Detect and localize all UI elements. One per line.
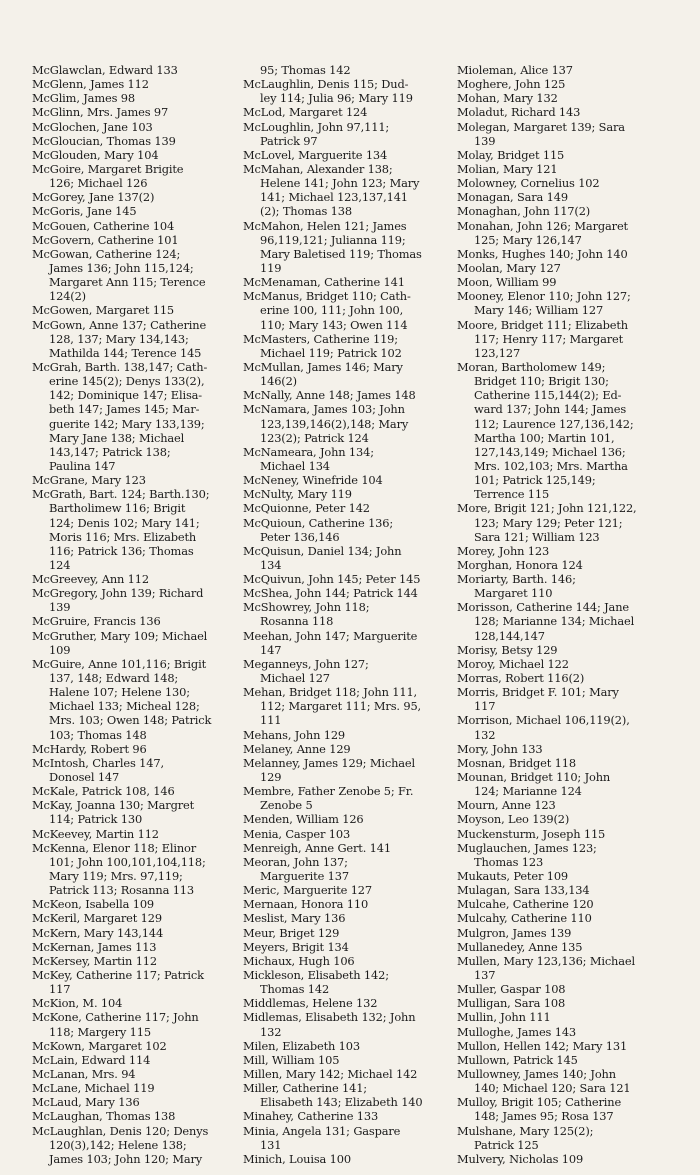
index-entry: McGown, Anne 137; Catherine xyxy=(32,317,207,332)
index-entry-continuation: 123; Mary 129; Peter 121; xyxy=(474,515,623,530)
index-entry: McLane, Michael 119 xyxy=(32,1081,155,1096)
index-entry: McGrane, Mary 123 xyxy=(32,473,146,488)
index-entry-continuation: Thomas 123 xyxy=(474,854,544,869)
index-entry: Mulagan, Sara 133,134 xyxy=(457,883,590,898)
index-entry: McGrath, Bart. 124; Barth.130; xyxy=(32,487,210,502)
index-entry-continuation: 141; Michael 123,137,141 xyxy=(260,190,408,205)
index-entry: McLovel, Marguerite 134 xyxy=(243,147,388,162)
index-entry: Monks, Hughes 140; John 140 xyxy=(457,246,628,261)
index-entry-continuation: Bartholimew 116; Brigit xyxy=(49,501,186,516)
index-entry: McGlouden, Mary 104 xyxy=(32,147,159,162)
index-entry-continuation: 124; Denis 102; Mary 141; xyxy=(49,515,200,530)
index-entry-continuation: Margaret 110 xyxy=(474,586,553,601)
index-entry: Melanney, James 129; Michael xyxy=(243,755,415,770)
index-entry: McGreevey, Ann 112 xyxy=(32,572,149,587)
index-entry-continuation: Margaret Ann 115; Terence xyxy=(49,275,206,290)
index-entry-continuation: 146(2) xyxy=(260,374,297,389)
index-entry: Moran, Bartholomew 149; xyxy=(457,359,606,374)
index-entry-continuation: 123,139,146(2),148; Mary xyxy=(260,416,409,431)
index-entry: Monahan, John 126; Margaret xyxy=(457,218,628,233)
index-entry: Molowney, Cornelius 102 xyxy=(457,176,600,191)
index-entry: Muller, Gaspar 108 xyxy=(457,982,566,997)
index-entry-continuation: Sara 121; William 123 xyxy=(474,529,600,544)
index-entry-continuation: Bridget 110; Brigit 130; xyxy=(474,374,609,389)
index-entry: McGloucian, Thomas 139 xyxy=(32,133,176,148)
index-entry: McGlochen, Jane 103 xyxy=(32,119,153,134)
index-entry: Muglauchen, James 123; xyxy=(457,840,597,855)
index-entry: McLain, Edward 114 xyxy=(32,1052,151,1067)
index-entry-continuation: Mathilda 144; Terence 145 xyxy=(49,345,202,360)
index-entry: Michaux, Hugh 106 xyxy=(243,953,355,968)
index-entry-continuation: 118; Margery 115 xyxy=(49,1024,151,1039)
index-entry: Midlemas, Elisabeth 132; John xyxy=(243,1010,416,1025)
index-entry: Meslist, Mary 136 xyxy=(243,911,346,926)
index-entry-continuation: 96,119,121; Julianna 119; xyxy=(260,232,406,247)
index-entry: McLaughlan, Denis 120; Denys xyxy=(32,1123,209,1138)
index-entry: McQuionne, Peter 142 xyxy=(243,501,370,516)
index-entry-continuation: Halene 107; Helene 130; xyxy=(49,685,190,700)
index-entry-continuation: erine 145(2); Denys 133(2), xyxy=(49,374,205,389)
index-entry: McKeevey, Martin 112 xyxy=(32,826,159,841)
index-entry: Meganneys, John 127; xyxy=(243,656,369,671)
index-entry-continuation: Catherine 115,144(2); Ed- xyxy=(474,388,622,403)
index-entry-continuation: Martha 100; Martin 101, xyxy=(474,430,615,445)
index-entry-continuation: 111 xyxy=(260,713,282,728)
index-column-3 xyxy=(457,63,672,1166)
index-entry-continuation: 128,144,147 xyxy=(474,628,545,643)
index-entry: Meoran, John 137; xyxy=(243,854,348,869)
index-entry: Menden, William 126 xyxy=(243,812,364,827)
index-entry: Moolan, Mary 127 xyxy=(457,260,561,275)
index-entry-continuation: Michael 119; Patrick 102 xyxy=(260,345,402,360)
index-entry-continuation: 139 xyxy=(49,600,71,615)
index-entry-continuation: (2); Thomas 138 xyxy=(260,204,352,219)
index-entry: Mukauts, Peter 109 xyxy=(457,869,569,884)
index-entry-continuation: 120(3),142; Helene 138; xyxy=(49,1137,187,1152)
index-entry: Morisson, Catherine 144; Jane xyxy=(457,600,629,615)
index-entry: Molegan, Margaret 139; Sara xyxy=(457,119,625,134)
index-entry: Moladut, Richard 143 xyxy=(457,105,581,120)
index-entry: Monaghan, John 117(2) xyxy=(457,204,591,219)
index-entry: McMasters, Catherine 119; xyxy=(243,331,398,346)
index-entry-continuation: Mary Jane 138; Michael xyxy=(49,430,185,445)
index-entry: McKern, Mary 143,144 xyxy=(32,925,164,940)
index-entry: Mooney, Elenor 110; John 127; xyxy=(457,289,631,304)
index-entry-continuation: Rosanna 118 xyxy=(260,614,334,629)
index-entry: McGouen, Catherine 104 xyxy=(32,218,175,233)
index-entry: McKown, Margaret 102 xyxy=(32,1038,167,1053)
index-entry: Mulgron, James 139 xyxy=(457,925,572,940)
index-entry: McQuisun, Daniel 134; John xyxy=(243,543,402,558)
index-entry-continuation: ward 137; John 144; James xyxy=(474,402,627,417)
index-entry: McLaud, Mary 136 xyxy=(32,1095,140,1110)
index-entry: Mioleman, Alice 137 xyxy=(457,63,573,77)
index-entry: Menreigh, Anne Gert. 141 xyxy=(243,840,391,855)
index-entry-continuation: Paulina 147 xyxy=(49,458,116,473)
index-entry-continuation: Thomas 142 xyxy=(260,982,330,997)
index-entry-continuation: 147 xyxy=(260,642,282,657)
index-entry: McLanan, Mrs. 94 xyxy=(32,1066,136,1081)
index-entry-continuation: Donosel 147 xyxy=(49,770,120,785)
index-entry-continuation: Elisabeth 143; Elizabeth 140 xyxy=(260,1095,423,1110)
index-entry: McLoughlin, John 97,111; xyxy=(243,119,390,134)
index-entry: McMahan, Alexander 138; xyxy=(243,161,393,176)
index-entry: McMahon, Helen 121; James xyxy=(243,218,407,233)
index-entry: Melaney, Anne 129 xyxy=(243,741,351,756)
index-entry: Menia, Casper 103 xyxy=(243,826,351,841)
index-entry-continuation: 114; Patrick 130 xyxy=(49,812,143,827)
index-entry: Moghere, John 125 xyxy=(457,77,566,92)
index-entry-continuation: 140; Michael 120; Sara 121 xyxy=(474,1081,631,1096)
index-entry-continuation: 143,147; Patrick 138; xyxy=(49,444,171,459)
index-entry-continuation: 123,127 xyxy=(474,345,521,360)
index-entry: Minich, Louisa 100 xyxy=(243,1151,351,1166)
index-entry: McGregory, John 139; Richard xyxy=(32,586,204,601)
index-entry: Molian, Mary 121 xyxy=(457,161,558,176)
index-entry: McGovern, Catherine 101 xyxy=(32,232,179,247)
index-entry: Mulloghe, James 143 xyxy=(457,1024,577,1039)
index-entry-continuation: 116; Patrick 136; Thomas xyxy=(49,543,194,558)
index-entry: Moore, Bridget 111; Elizabeth xyxy=(457,317,628,332)
index-entry-continuation: 112; Laurence 127,136,142; xyxy=(474,416,634,431)
index-entry: McGlenn, James 112 xyxy=(32,77,149,92)
index-entry: McKey, Catherine 117; Patrick xyxy=(32,968,204,982)
index-entry: McNameara, John 134; xyxy=(243,444,374,459)
index-entry-continuation: 132 xyxy=(260,1024,282,1039)
index-entry: Mullin, John 111 xyxy=(457,1010,551,1025)
index-entry-continuation: Moris 116; Mrs. Elizabeth xyxy=(49,529,197,544)
index-entry-continuation: 117 xyxy=(474,699,496,714)
index-entry-continuation: 124(2) xyxy=(49,289,86,304)
index-entry: McGoire, Margaret Brigite xyxy=(32,161,184,176)
index-entry: Mehan, Bridget 118; John 111, xyxy=(243,685,418,700)
index-entry: Minahey, Catherine 133 xyxy=(243,1109,379,1124)
index-entry-continuation: 101; John 100,101,104,118; xyxy=(49,854,206,869)
index-entry: McGrah, Barth. 138,147; Cath- xyxy=(32,359,208,374)
index-entry: Mullon, Hellen 142; Mary 131 xyxy=(457,1038,628,1053)
index-entry-continuation: 119 xyxy=(260,260,282,275)
index-entry: McKay, Joanna 130; Margret xyxy=(32,798,195,813)
index-entry: McKone, Catherine 117; John xyxy=(32,1010,199,1025)
index-entry: Meehan, John 147; Marguerite xyxy=(243,628,418,643)
index-entry: McGoris, Jane 145 xyxy=(32,204,137,219)
index-entry-continuation: guerite 142; Mary 133,139; xyxy=(49,416,205,431)
index-entry: McMullan, James 146; Mary xyxy=(243,359,403,374)
index-entry-continuation: 110; Mary 143; Owen 114 xyxy=(260,317,408,332)
index-entry-continuation: 127,143,149; Michael 136; xyxy=(474,444,626,459)
index-entry: McKeon, Isabella 109 xyxy=(32,897,155,912)
index-entry: McKale, Patrick 108, 146 xyxy=(32,784,175,799)
index-entry: McMenaman, Catherine 141 xyxy=(243,275,405,290)
index-entry: McHardy, Robert 96 xyxy=(32,741,147,756)
index-entry: Mulcahe, Catherine 120 xyxy=(457,897,594,912)
index-entry: Mernaan, Honora 110 xyxy=(243,897,369,912)
index-entry: Middlemas, Helene 132 xyxy=(243,996,378,1011)
index-entry-continuation: 128; Marianne 134; Michael xyxy=(474,614,635,629)
index-entry-continuation: 95; Thomas 142 xyxy=(260,63,351,77)
index-entry: Millen, Mary 142; Michael 142 xyxy=(243,1066,418,1081)
index-entry: Membre, Father Zenobe 5; Fr. xyxy=(243,784,414,799)
index-entry-continuation: Patrick 97 xyxy=(260,133,318,148)
index-entry: Mulshane, Mary 125(2); xyxy=(457,1123,594,1138)
index-entry: McNally, Anne 148; James 148 xyxy=(243,388,416,403)
index-entry: Mulcahy, Catherine 110 xyxy=(457,911,592,926)
index-entry-continuation: Mary 119; Mrs. 97,119; xyxy=(49,869,183,884)
index-entry-continuation: 132 xyxy=(474,727,496,742)
index-entry: Meric, Marguerite 127 xyxy=(243,883,372,898)
index-entry: McGowan, Catherine 124; xyxy=(32,246,181,261)
index-entry: McKeril, Margaret 129 xyxy=(32,911,162,926)
index-column-1 xyxy=(32,63,232,1166)
index-entry-continuation: 126; Michael 126 xyxy=(49,176,148,191)
index-entry-continuation: 103; Thomas 148 xyxy=(49,727,147,742)
index-entry: McKersey, Martin 112 xyxy=(32,953,157,968)
index-entry: Mullen, Mary 123,136; Michael xyxy=(457,953,635,968)
index-entry-continuation: beth 147; James 145; Mar- xyxy=(49,402,200,417)
index-entry: Moyson, Leo 139(2) xyxy=(457,812,570,827)
index-entry-continuation: James 136; John 115,124; xyxy=(49,260,194,275)
index-entry-continuation: 128, 137; Mary 134,143; xyxy=(49,331,189,346)
index-entry-continuation: 124 xyxy=(49,557,71,572)
index-entry-continuation: 117 xyxy=(49,982,71,997)
index-entry-continuation: Zenobe 5 xyxy=(260,798,313,813)
index-entry: Moroy, Michael 122 xyxy=(457,656,569,671)
index-entry: Mullowney, James 140; John xyxy=(457,1066,616,1081)
index-entry: McNamara, James 103; John xyxy=(243,402,405,417)
index-entry-continuation: Peter 136,146 xyxy=(260,529,340,544)
index-entry: McGlim, James 98 xyxy=(32,91,135,106)
index-entry-continuation: Michael 127 xyxy=(260,671,330,686)
index-entry: Monagan, Sara 149 xyxy=(457,190,568,205)
index-entry: McLod, Margaret 124 xyxy=(243,105,368,120)
index-entry: Miller, Catherine 141; xyxy=(243,1081,367,1096)
index-entry: More, Brigit 121; John 121,122, xyxy=(457,501,637,516)
index-entry: McNulty, Mary 119 xyxy=(243,487,352,502)
index-entry-continuation: 137 xyxy=(474,968,496,982)
index-entry-continuation: 139 xyxy=(474,133,496,148)
index-entry: McLaughlin, Denis 115; Dud- xyxy=(243,77,409,92)
index-entry-continuation: Terrence 115 xyxy=(474,487,550,502)
index-entry: Mounan, Bridget 110; John xyxy=(457,770,611,785)
index-entry-continuation: Mary 146; William 127 xyxy=(474,303,604,318)
index-entry: McKenna, Elenor 118; Elinor xyxy=(32,840,197,855)
index-entry: Mohan, Mary 132 xyxy=(457,91,558,106)
index-entry: Milen, Elizabeth 103 xyxy=(243,1038,360,1053)
index-entry: McGruire, Francis 136 xyxy=(32,614,161,629)
index-entry: Molay, Bridget 115 xyxy=(457,147,565,162)
index-entry: Moon, William 99 xyxy=(457,275,557,290)
index-entry: McKion, M. 104 xyxy=(32,996,123,1011)
index-entry: Mickleson, Elisabeth 142; xyxy=(243,968,389,982)
index-entry: McQuivun, John 145; Peter 145 xyxy=(243,572,421,587)
index-entry-continuation: erine 100, 111; John 100, xyxy=(260,303,404,318)
index-entry-continuation: 123(2); Patrick 124 xyxy=(260,430,369,445)
index-entry-continuation: 131 xyxy=(260,1137,282,1152)
index-entry-continuation: 148; James 95; Rosa 137 xyxy=(474,1109,614,1124)
index-entry: Mill, William 105 xyxy=(243,1052,340,1067)
index-entry-continuation: 109 xyxy=(49,642,71,657)
index-entry: McShea, John 144; Patrick 144 xyxy=(243,586,418,601)
index-entry: Mourn, Anne 123 xyxy=(457,798,556,813)
index-entry-continuation: James 103; John 120; Mary xyxy=(49,1151,203,1166)
index-entry: McGowen, Margaret 115 xyxy=(32,303,175,318)
index-entry: McGlinn, Mrs. James 97 xyxy=(32,105,169,120)
index-entry: Morisy, Betsy 129 xyxy=(457,642,558,657)
index-entry-continuation: Michael 133; Micheal 128; xyxy=(49,699,200,714)
index-entry: McLaughan, Thomas 138 xyxy=(32,1109,176,1124)
index-entry: Mory, John 133 xyxy=(457,741,543,756)
index-entry: Mulvery, Nicholas 109 xyxy=(457,1151,584,1166)
index-entry-continuation: 137, 148; Edward 148; xyxy=(49,671,179,686)
index-entry: McGorey, Jane 137(2) xyxy=(32,190,155,205)
index-entry: McGlawclan, Edward 133 xyxy=(32,63,178,77)
index-entry: McKernan, James 113 xyxy=(32,939,157,954)
index-entry: McQuioun, Catherine 136; xyxy=(243,515,394,530)
index-entry: Mosnan, Bridget 118 xyxy=(457,755,576,770)
index-entry-continuation: 142; Dominique 147; Elisa- xyxy=(49,388,202,403)
index-entry: McGruther, Mary 109; Michael xyxy=(32,628,208,643)
index-entry-continuation: 112; Margaret 111; Mrs. 95, xyxy=(260,699,422,714)
index-entry-continuation: 129 xyxy=(260,770,282,785)
index-entry: Mehans, John 129 xyxy=(243,727,346,742)
index-entry-continuation: 124; Marianne 124 xyxy=(474,784,582,799)
index-entry-continuation: Patrick 125 xyxy=(474,1137,539,1152)
index-entry: McIntosh, Charles 147, xyxy=(32,755,164,770)
index-entry-continuation: Patrick 113; Rosanna 113 xyxy=(49,883,195,898)
index-entry: Morrison, Michael 106,119(2), xyxy=(457,713,630,728)
index-entry: Mulloy, Brigit 105; Catherine xyxy=(457,1095,622,1110)
index-entry-continuation: Mary Baletised 119; Thomas xyxy=(260,246,422,261)
index-entry: Muckensturm, Joseph 115 xyxy=(457,826,606,841)
index-entry: Mullown, Patrick 145 xyxy=(457,1052,578,1067)
index-entry: Morey, John 123 xyxy=(457,543,550,558)
index-entry-continuation: 125; Mary 126,147 xyxy=(474,232,582,247)
index-entry-continuation: ley 114; Julia 96; Mary 119 xyxy=(260,91,413,106)
index-entry: Morras, Robert 116(2) xyxy=(457,671,585,686)
index-entry: Moriarty, Barth. 146; xyxy=(457,572,576,587)
index-entry-continuation: Michael 134 xyxy=(260,458,330,473)
index-entry: Minia, Angela 131; Gaspare xyxy=(243,1123,401,1138)
index-entry: Meur, Briget 129 xyxy=(243,925,340,940)
index-entry: Mulligan, Sara 108 xyxy=(457,996,566,1011)
index-entry: McGuire, Anne 101,116; Brigit xyxy=(32,656,206,671)
index-entry-continuation: 101; Patrick 125,149; xyxy=(474,473,596,488)
index-entry: Meyers, Brigit 134 xyxy=(243,939,349,954)
index-column-2 xyxy=(243,63,448,1166)
index-entry: Morris, Bridget F. 101; Mary xyxy=(457,685,619,700)
index-entry-continuation: 117; Henry 117; Margaret xyxy=(474,331,624,346)
index-entry-continuation: Helene 141; John 123; Mary xyxy=(260,176,420,191)
index-entry-continuation: 134 xyxy=(260,557,282,572)
index-entry: McManus, Bridget 110; Cath- xyxy=(243,289,411,304)
index-entry-continuation: Mrs. 103; Owen 148; Patrick xyxy=(49,713,212,728)
index-entry-continuation: Mrs. 102,103; Mrs. Martha xyxy=(474,458,628,473)
index-entry: McShowrey, John 118; xyxy=(243,600,370,615)
index-entry-continuation: Marguerite 137 xyxy=(260,869,349,884)
index-entry: McNeney, Winefride 104 xyxy=(243,473,383,488)
index-entry: Mullanedey, Anne 135 xyxy=(457,939,583,954)
index-entry: Morghan, Honora 124 xyxy=(457,557,583,572)
